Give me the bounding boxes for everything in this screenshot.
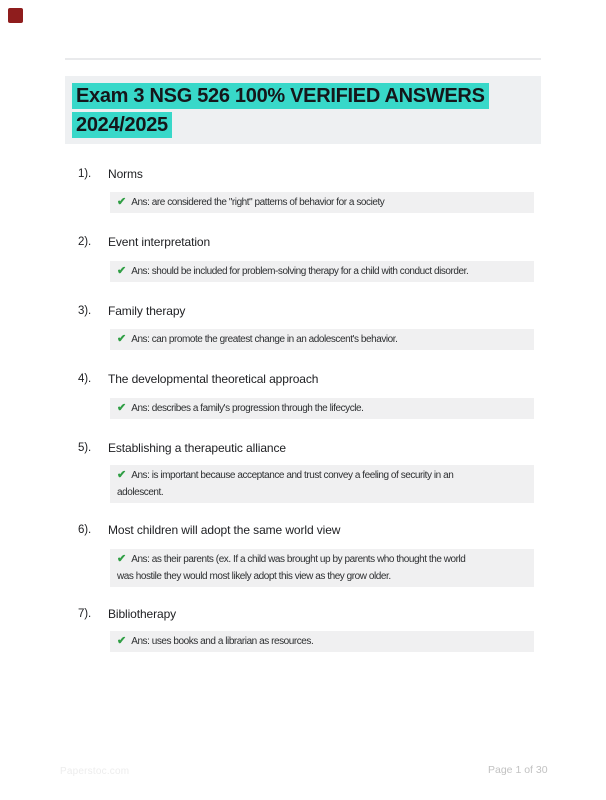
question-item-5 [78,441,538,456]
page-title [72,82,534,140]
check-icon: ✔ [117,402,127,414]
item-term: Norms [108,167,143,181]
answer-box-2 [110,261,534,282]
check-icon: ✔ [117,553,127,565]
check-icon: ✔ [117,265,127,277]
item-term: Bibliotherapy [108,607,177,621]
answer-text: Ans: can promote the greatest change in an adolescent's behavior. [131,334,398,345]
answer-box-5 [110,465,534,503]
red-marker-square [8,8,23,23]
item-number: 3). [78,305,92,317]
answer-box-1 [110,192,534,213]
answer-text-line2: adolescent. [117,487,164,498]
item-term: Establishing a therapeutic alliance [108,441,286,455]
answer-box-4 [110,398,534,419]
page-indicator: Page 1 of 30 [488,764,548,776]
answer-text-line2: was hostile they would most likely adopt this view as they grow older. [117,571,391,582]
item-term: Family therapy [108,304,186,318]
answer-box-3 [110,329,534,350]
question-item-6 [78,523,538,538]
check-icon: ✔ [117,333,127,345]
item-number: 7). [78,608,92,620]
item-number: 6). [78,524,92,536]
question-item-4 [78,372,538,387]
answer-text: Ans: are considered the "right" patterns of behavior for a society [131,197,385,208]
check-icon: ✔ [117,469,127,481]
answer-box-7 [110,631,534,652]
item-number: 4). [78,373,92,385]
item-term: The developmental theoretical approach [108,372,319,386]
question-item-7 [78,607,538,622]
answer-text: Ans: is important because acceptance and trust convey a feeling of security in an [131,470,454,481]
answer-text: Ans: uses books and a librarian as resources. [131,636,314,647]
answer-text: Ans: should be included for problem-solving therapy for a child with conduct disorder. [131,266,469,277]
check-icon: ✔ [117,196,127,208]
question-item-2 [78,235,538,250]
answer-text: Ans: describes a family's progression through the lifecycle. [131,403,364,414]
item-number: 2). [78,236,92,248]
item-term: Most children will adopt the same world view [108,523,341,537]
item-term: Event interpretation [108,235,211,249]
answer-box-6 [110,549,534,587]
title-panel [65,76,541,144]
question-item-3 [78,304,538,319]
question-item-1 [78,167,538,182]
item-number: 5). [78,442,92,454]
item-number: 1). [78,168,92,180]
top-divider [65,58,541,60]
answer-text: Ans: as their parents (ex. If a child was brought up by parents who thought the world [131,554,466,565]
watermark-text: Paperstoc.com [60,766,130,777]
check-icon: ✔ [117,635,127,647]
title-highlight: Exam 3 NSG 526 100% VERIFIED ANSWERS 2024/2025 [72,83,489,138]
